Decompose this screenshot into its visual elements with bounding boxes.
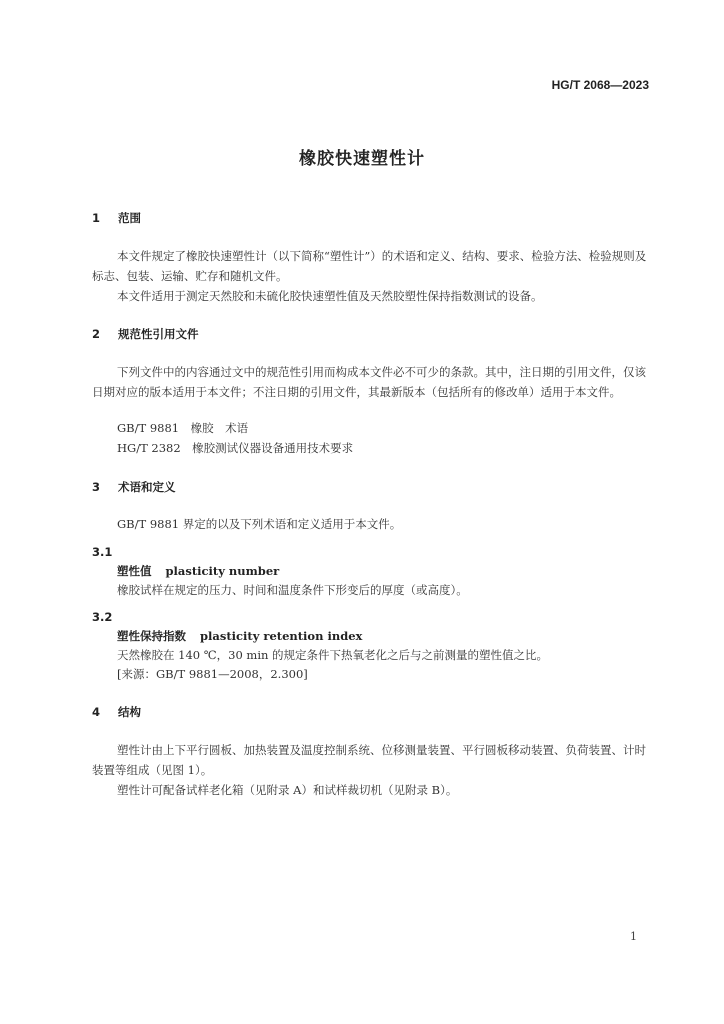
section-number: 2 [92,327,101,341]
clause-number: 3.2 [92,610,113,624]
section-number: 4 [92,705,101,719]
term-definition: 橡胶试样在规定的压力、时间和温度条件下形变后的厚度（或高度）。 [117,583,468,597]
term-entry [117,563,279,579]
term-entry [117,628,362,644]
section-1-heading [92,210,141,226]
section-title: 范围 [118,211,142,225]
section-1-paragraph-1: 本文件规定了橡胶快速塑性计（以下简称“塑性计”）的术语和定义、结构、要求、检验方法、检验规则及标志、包装、运输、贮存和随机文件。 [92,249,647,283]
standard-code: HG/T 2068—2023 [551,78,649,92]
section-title: 术语和定义 [118,480,176,494]
section-2-heading [92,326,199,342]
term-chinese: 塑性值 [117,564,152,578]
section-number: 1 [92,211,101,225]
normative-reference: HG/T 2382 橡胶测试仪器设备通用技术要求 [117,441,354,455]
term-chinese: 塑性保持指数 [117,629,186,643]
section-3-paragraph-1: GB/T 9881 界定的以及下列术语和定义适用于本文件。 [117,517,402,531]
term-english: plasticity number [165,564,280,578]
page-number: 1 [630,930,637,943]
section-4-paragraph-2: 塑性计可配备试样老化箱（见附录 A）和试样裁切机（见附录 B）。 [117,783,458,797]
section-2-paragraph-1: 下列文件中的内容通过文中的规范性引用而构成本文件必不可少的条款。其中，注日期的引用文件，仅该日期对应的版本适用于本文件；不注日期的引用文件，其最新版本（包括所有的修改单）适用于本文件。 [92,365,646,399]
section-title: 规范性引用文件 [118,327,199,341]
section-3-heading [92,479,176,495]
term-english: plasticity retention index [200,629,363,643]
term-source: [来源：GB/T 9881—2008，2.300] [117,667,308,681]
section-4-paragraph-1: 塑性计由上下平行圆板、加热装置及温度控制系统、位移测量装置、平行圆板移动装置、负荷装置、计时装置等组成（见图 1）。 [92,743,646,777]
clause-number: 3.1 [92,545,113,559]
section-1-paragraph-2: 本文件适用于测定天然胶和未硫化胶快速塑性值及天然胶塑性保持指数测试的设备。 [117,289,543,303]
section-title: 结构 [118,705,142,719]
section-4-heading [92,704,141,720]
section-number: 3 [92,480,101,494]
term-definition: 天然橡胶在 140 ℃，30 min 的规定条件下热氧老化之后与之前测量的塑性值之比。 [117,648,549,662]
normative-reference: GB/T 9881 橡胶 术语 [117,421,249,435]
document-title: 橡胶快速塑性计 [299,149,425,169]
